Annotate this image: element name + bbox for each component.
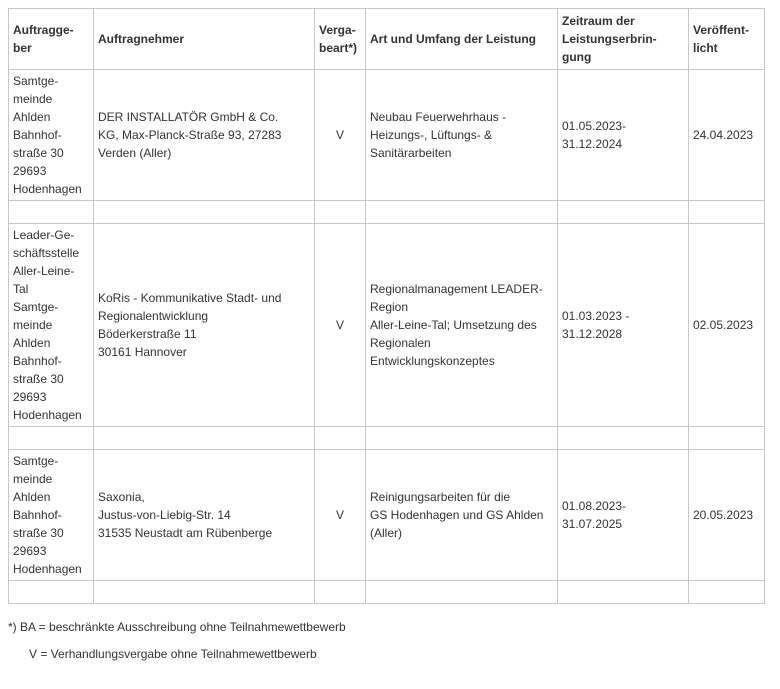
table-row: [9, 450, 765, 581]
footnote-ba: *) BA = beschränkte Ausschreibung ohne Teilnahmewettbewerb: [8, 620, 346, 634]
spacer-cell: [315, 427, 366, 450]
table-spacer-row: [9, 581, 765, 604]
spacer-cell: [94, 427, 315, 450]
cell-auftraggeber: Samtge- meinde Ahlden Bahnhof- straße 30 29693 Hodenhagen: [9, 450, 94, 581]
table-row: [9, 70, 765, 201]
cell-leistung: Neubau Feuerwehrhaus - Heizungs-, Lüftungs- & Sanitärarbeiten: [366, 70, 558, 201]
spacer-cell: [558, 581, 689, 604]
cell-veroeffentlicht: 02.05.2023: [689, 224, 765, 427]
spacer-cell: [689, 581, 765, 604]
cell-veroeffentlicht: 20.05.2023: [689, 450, 765, 581]
spacer-cell: [689, 201, 765, 224]
header-leistung: Art und Umfang der Leistung: [366, 9, 558, 70]
cell-zeitraum: 01.03.2023 - 31.12.2028: [558, 224, 689, 427]
award-table: [8, 8, 765, 604]
cell-vergabeart: V: [315, 450, 366, 581]
spacer-cell: [689, 427, 765, 450]
cell-auftraggeber: Samtge- meinde Ahlden Bahnhof- straße 30 29693 Hodenhagen: [9, 70, 94, 201]
spacer-cell: [315, 201, 366, 224]
spacer-cell: [94, 581, 315, 604]
header-veroeffentlicht: Veröffent- licht: [689, 9, 765, 70]
spacer-cell: [315, 581, 366, 604]
cell-auftragnehmer: KoRis - Kommunikative Stadt- und Regionalentwicklung Böderkerstraße 11 30161 Hannover: [94, 224, 315, 427]
cell-veroeffentlicht: 24.04.2023: [689, 70, 765, 201]
cell-auftragnehmer: DER INSTALLATÖR GmbH & Co. KG, Max-Planck-Straße 93, 27283 Verden (Aller): [94, 70, 315, 201]
header-auftragnehmer: Auftragnehmer: [94, 9, 315, 70]
cell-vergabeart: V: [315, 70, 366, 201]
cell-vergabeart: V: [315, 224, 366, 427]
cell-auftraggeber: Leader-Ge- schäftsstelle Aller-Leine- Tal Samtge- meinde Ahlden Bahnhof- straße 30 29693 Hodenhagen: [9, 224, 94, 427]
header-vergabeart: Verga- beart*): [315, 9, 366, 70]
cell-leistung: Regionalmanagement LEADER- Region Aller-Leine-Tal; Umsetzung des Regionalen Entwicklungskonzeptes: [366, 224, 558, 427]
table-spacer-row: [9, 427, 765, 450]
spacer-cell: [366, 581, 558, 604]
spacer-cell: [366, 201, 558, 224]
footnote-v: V = Verhandlungsvergabe ohne Teilnahmewettbewerb: [29, 647, 317, 661]
cell-zeitraum: 01.05.2023- 31.12.2024: [558, 70, 689, 201]
spacer-cell: [558, 427, 689, 450]
table-spacer-row: [9, 201, 765, 224]
cell-leistung: Reinigungsarbeiten für die GS Hodenhagen und GS Ahlden (Aller): [366, 450, 558, 581]
cell-auftragnehmer: Saxonia, Justus-von-Liebig-Str. 14 31535 Neustadt am Rübenberge: [94, 450, 315, 581]
header-zeitraum: Zeitraum der Leistungserbrin- gung: [558, 9, 689, 70]
table-row: [9, 224, 765, 427]
spacer-cell: [558, 201, 689, 224]
spacer-cell: [9, 581, 94, 604]
table-header-row: [9, 9, 765, 70]
spacer-cell: [9, 201, 94, 224]
spacer-cell: [9, 427, 94, 450]
cell-zeitraum: 01.08.2023- 31.07.2025: [558, 450, 689, 581]
spacer-cell: [94, 201, 315, 224]
spacer-cell: [366, 427, 558, 450]
header-auftraggeber: Auftragge- ber: [9, 9, 94, 70]
